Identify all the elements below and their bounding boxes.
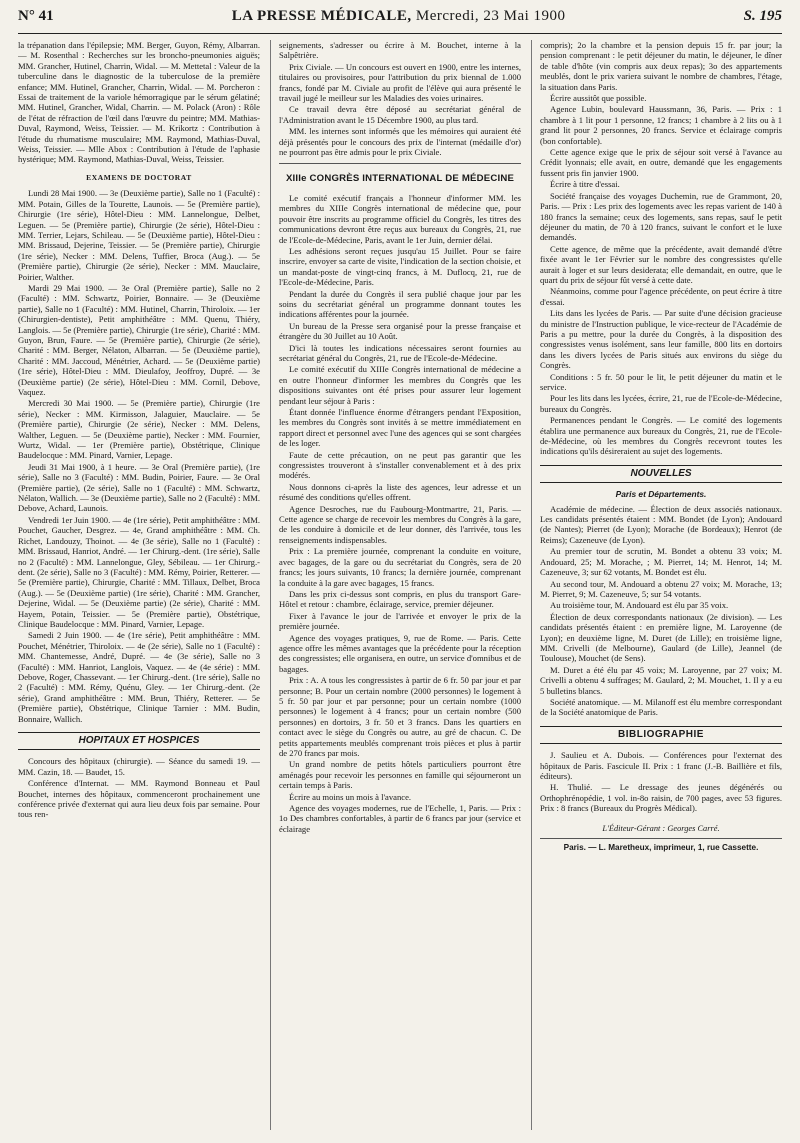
paragraph: Faute de cette précaution, on ne peut pas garantir que les congressistes trouveront à s'installer convenablement et à des prix modérés. — [279, 449, 521, 481]
column-2 — [270, 40, 521, 1130]
paragraph: Écrire au moins un mois à l'avance. — [289, 791, 412, 802]
paragraph: la trépanation dans l'épilepsie; MM. Berger, Guyon, Rémy, Albarran. — M. Rosenthal : Recherches sur les broncho-pneumonies aiguës; MM. Grancher, Hutinel, Charrin, Widal. — M. Mettetal : Valeur de la tuberculine dans le diagnostic de la tuberculose de la première enfance; MM. Hutinel, Grancher, Charrin, Widal. — M. Porcheron : Essai de traitement de la variole hémorragique par le sérum gélatiné; MM. Hutinel, Grancher, Widal, Charrin. — M. Polack (Aron) : Rôle de l'état de réfraction de l'œil dans l'œuvre du peintre; MM. Mathias-Duval, Raymond, Weiss, Teissier. — M. Krikortz : Contribution à l'étude du rhumatisme musculaire; MM. Raymond, Mathias-Duval, Weiss, Teissier. — Mlle Abox : Contribution à l'étude de l'aphasie hystérique; MM. Raymond, Mathias-Duval, Weiss, Teissier. — [18, 40, 260, 165]
paragraph: Au troisième tour, M. Andouard est élu par 35 voix. — [550, 600, 729, 611]
column-1 — [18, 40, 260, 1130]
paragraph: M. Duret a été élu par 45 voix; M. Laroyenne, par 27 voix; M. Crivelli a obtenu 4 suffrages; M. Gaulard, 2; M. Mouchet, 1. Il y a eu 5 bulletins blancs. — [540, 664, 782, 696]
issue-number: N° 41 — [18, 8, 54, 24]
section-title-hopitaux: HOPITAUX ET HOSPICES — [18, 732, 260, 750]
paragraph: Élection de deux correspondants nationaux (2e division). — Les candidats présentés étaient : en première ligne, M. Laroyenne (de Lyon); en deuxième ligne, M. Duret (de Lille); en troisième ligne, MM. Crivelli (de Melbourne), Gaulard (de Lille), Jeannel (de Toulouse), Mouchet (de Sens). — [540, 611, 782, 664]
paragraph: Nous donnons ci-après la liste des agences, leur adresse et un résumé des conditions qu'elles offrent. — [279, 481, 521, 503]
paragraph: seignements, s'adresser ou écrire à M. Bouchet, interne à la Salpêtrière. — [279, 40, 521, 61]
paragraph: Au second tour, M. Andouard a obtenu 27 voix; M. Morache, 13; M. Pierret, 9; M. Cazeneuve, 5; sur 54 votants. — [540, 578, 782, 599]
paragraph: Ce travail devra être déposé au secrétariat général de l'Administration avant le 15 Décembre 1900, au plus tard. — [279, 104, 521, 125]
paragraph: Agence des voyages pratiques, 9, rue de Rome. — Paris. Cette agence offre les mêmes avantages que la précédente pour la réception des congressistes; elle organisera, en outre, un service d'omnibus et de bagages. — [279, 632, 521, 674]
paragraph: Dans les prix ci-dessus sont compris, en plus du transport Gare-Hôtel et retour : chambre, éclairage, service, premier déjeuner. — [279, 588, 521, 610]
paragraph: Au premier tour de scrutin, M. Bondet a obtenu 33 voix; M. Andouard, 25; M. Morache, ; M. Pierret, 14; M. Henrot, 14; M. Cazeneuve, 3; sur 62 votants, M. Bondet est élu. — [540, 546, 782, 578]
section-title-bibliographie: BIBLIOGRAPHIE — [540, 726, 782, 744]
section-heading-examens: EXAMENS DE DOCTORAT — [86, 172, 192, 182]
paragraph: Un bureau de la Presse sera organisé pour la presse française et étrangère du 30 Juillet au 10 Août. — [279, 320, 521, 342]
paragraph: Cette agence, de même que la précédente, avait demandé d'être fixée avant le 1er Février sur le nombre des congressistes qu'elle aurait à loger et sur leurs desiderata; elle demandait, en outre, que le quart du prix de séjour fût versé à cette date. — [540, 243, 782, 285]
paragraph: Agence Lubin, boulevard Haussmann, 36, Paris. — Prix : 1 chambre à 1 lit pour 1 personne, 12 francs; 1 chambre à 2 lits ou à 1 grand lit pour 2 personnes, 20 francs. Service et éclairage compris (bon confortable). — [540, 104, 782, 146]
paragraph: Académie de médecine. — Élection de deux associés nationaux. Les candidats présentés étaient : MM. Bondet (de Lyon); Andouard (de Nantes); Pierret (de Lyon); Morache (de Bordeaux); Henrot (de Reims); Cazeneuve (de Lyon). — [540, 503, 782, 545]
paragraph: compris); 2o la chambre et la pension depuis 15 fr. par jour; la pension comprenant : le petit déjeuner du matin, le déjeuner, le dîner de table d'hôte (vin compris aux deux repas); 3o des appartements meublés, dont le prix variera suivant le nombre de chambres, l'étage, la situation dans Paris. — [540, 40, 782, 92]
paragraph: Fixer à l'avance le jour de l'arrivée et envoyer le prix de la première journée. — [279, 610, 521, 632]
paragraph: Lits dans les lycées de Paris. — Par suite d'une décision gracieuse du ministre de l'Instruction publique, le vice-recteur de l'Académie de Paris a pu mettre, pour la durée du Congrès, à la disposition des congressistes venus isolément, sans leur famille, 800 lits en dortoirs dans les divers lycées de Paris situés aux environs du siège du Congrès. — [540, 308, 782, 371]
exam-paragraph: Jeudi 31 Mai 1900, à 1 heure. — 3e Oral (Première partie), (1re série), Salle no 3 (Faculté) : MM. Budin, Poirier, Faure. — 3e Oral (Première partie), (2e série), Salle no 1 (Faculté) : MM. Schwartz, Nélaton, Wallich. — 3e (Deuxième partie), Salle no 2 (Faculté) : MM. Debove, Achard, Launois. — [18, 461, 260, 514]
paragraph: Un grand nombre de petits hôtels particuliers pourront être aménagés pour recevoir les personnes en famille qui séjourneront un certain temps à Paris. — [279, 759, 521, 791]
exam-paragraph: Mercredi 30 Mai 1900. — 5e (Première partie), Chirurgie (1re série), Necker : MM. Kirmisson, Jalaguier, Mauclaire. — 5e (Première partie), Chirurgie (2e série), Necker : MM. Delens, Walther, Leguen. — 5e (Deuxième partie), Necker : MM. Fournier, Wurtz, Widal. — 1er (Première partie), Obstétrique, Clinique Baudelocque : MM. Pinard, Varnier, Lepage. — [18, 398, 260, 461]
paragraph: Société française des voyages Duchemin, rue de Grammont, 20, Paris. — Prix : Les prix des logements avec les repas varient de 140 à 180 francs la semaine; ceux des logements, sans repas, sauf le petit déjeuner du matin, de 70 à 120 francs, suivant le confort et le luxe demandés. — [540, 190, 782, 243]
paragraph: Écrire aussitôt que possible. — [550, 93, 647, 104]
paragraph: Conférence d'Internat. — MM. Raymond Bonneau et Paul Bouchet, internes des hôpitaux, commenceront prochainement une conférence privée d'externat qui aura lieu deux fois par semaine. Pour tous ren- — [18, 778, 260, 820]
paragraph: Le comité exécutif français a l'honneur d'informer MM. les membres du XIIIe Congrès international de médecine que, pour pouvoir être inscrits au programme officiel du Congrès, les titres des communications devront être reçus aux bureaux du Congrès, 21, rue de l'Ecole-de-Médecine, Paris, avant le 1er Juin, dernier délai. — [279, 192, 521, 245]
exam-paragraph: Mardi 29 Mai 1900. — 3e Oral (Première partie), Salle no 2 (Faculté) : MM. Schwartz, Poirier, Bonnaire. — 3e (Deuxième partie), Salle no 1 (Faculté) : MM. Hutinel, Charrin, Thiroloix. — 1er (Chirurgien-dentiste), Petit amphithéâtre : MM. Quenu, Thiéry, Langlois. — 5e (Première partie), Chirurgie (1re série), Charité : MM. Guyon, Brun, Faure. — 5e (Première partie), Chirurgie (2e série), Charité : MM. Berger, Nélaton, Albarran. — 5e (Deuxième partie), Charité : MM. Jaccoud, Ménétrier, Achard. — 5e (Deuxième partie) (1re série), Hôtel-Dieu : MM. Dieulafoy, Jeoffroy, Dupré. — 3e (Deuxième partie) (2e série), Hôtel-Dieu : MM. Cornil, Debove, Vaquez. — [18, 282, 260, 397]
paragraph: Pour les lits dans les lycées, écrire, 21, rue de l'Ecole-de-Médecine, bureaux du Congrès. — [540, 393, 782, 414]
page-number: S. 195 — [743, 8, 782, 24]
paragraph: MM. les internes sont informés que les mémoires qui auraient été déjà présentés pour le concours des prix de l'internat (médaille d'or) ne pourront pas être admis pour le prix Civiale. — [279, 126, 521, 158]
divider — [279, 163, 521, 164]
paragraph: Étant donnée l'influence énorme d'étrangers pendant l'Exposition, les membres du Congrès sont invités à se mettre immédiatement en rapport direct et personnel avec l'une des agences qui se sont chargées de les loger. — [279, 407, 521, 449]
exam-paragraph: Lundi 28 Mai 1900. — 3e (Deuxième partie), Salle no 1 (Faculté) : MM. Potain, Gilles de la Tourette, Launois. — 5e (Première partie), Chirurgie (1re série), Hôtel-Dieu : MM. Lannelongue, Delbet, Leguen. — 5e (Première partie), Chirurgie (2e série), Hôtel-Dieu : MM. Terrier, Lejars, Schileau. — 5e (Deuxième partie), Hôtel-Dieu : MM. Brissaud, Dejerine, Teissier. — 5e (Première partie), Chirurgie (1re série), Necker : MM. Delens, Tuffier, Broca (Aug.). — 5e (Première partie), Chirurgie (2e série), Necker : MM. Mauclaire, Poirier, Walther. — [18, 188, 260, 282]
column-3 — [531, 40, 782, 1130]
exam-paragraph: Vendredi 1er Juin 1900. — 4e (1re série), Petit amphithéâtre : MM. Pouchet, Gaucher, Desgrez. — 4e, Grand amphithéâtre : MM. Ch. Richet, Landouzy, Thoinot. — 4e (3e série), Salle no 1 (Faculté) : MM. Brissaud, Hanriot, André. — 1er Chirurg.-dent. (1re série), Salle no 2 (Faculté) : MM. Lannelongue, Gley, Sébileau. — 1er Chirurg.-dent. (2e série), Salle no 3 (Faculté) : MM. Rémy, Poirier, Retterer. — 5e (Première partie), Chirurgie, Charité : MM. Tillaux, Delbet, Broca (Aug.). — 5e (Deuxième partie) (1re série), Charité : MM. Grancher, Dejerine, Widal. — 5e (Deuxième partie) (2e série), Charité : MM. Hayem, Potain, Teissier. — 5e (Première partie), Obstétrique, Clinique Baudelocque : MM. Pinard, Varnier, Lepage. — [18, 514, 260, 629]
paragraph: Prix Civiale. — Un concours est ouvert en 1900, entre les internes, titulaires ou provisoires, pour l'attribution du prix biennal de 1.000 francs, fondé par M. Civiale au profit de l'élève qui aura présenté le travail jugé le meilleur sur les Maladies des voies urinaires. — [279, 61, 521, 104]
paragraph: Le comité exécutif du XIIIe Congrès international de médecine a en outre l'honneur d'informer les membres du Congrès que les dispositions suivantes ont été prises pour assurer leur logement pendant leur séjour à Paris : — [279, 364, 521, 406]
exam-paragraph: Samedi 2 Juin 1900. — 4e (1re série), Petit amphithéâtre : MM. Pouchet, Ménétrier, Thiroloix. — 4e (2e série), Salle no 1 (Faculté) : MM. Chantemesse, André, Dupré. — 4e (3e série), Salle no 3 (Faculté) : MM. Hanriot, Langlois, Vaquez. — 4e (4e série) : MM. Debove, Roger, Chassevant. — 1er Chirurg.-dent. (1re série), Salle no 2 (Faculté) : MM. Rémy, Quénu, Gley. — 1er Chirurg.-dent. (2e série), Grand amphithéâtre : MM. Brun, Thiéry, Retterer. — 5e (Première partie), Obstétrique, Clinique Tarnier : MM. Budin, Bonnaire, Wallich. — [18, 630, 260, 724]
paragraph: Agence des voyages modernes, rue de l'Echelle, 1, Paris. — Prix : 1o Des chambres confortables, à partir de 6 francs par jour (service et éclairage — [279, 803, 521, 834]
editor-line: L'Éditeur-Gérant : Georges Carré. — [602, 823, 720, 833]
columns — [18, 40, 782, 1130]
printer-line: Paris. — L. Maretheux, imprimeur, 1, rue Cassette. — [540, 838, 782, 853]
subheading-paris: Paris et Départements. — [615, 489, 707, 500]
section-title-nouvelles: NOUVELLES — [540, 465, 782, 483]
paragraph: Société anatomique. — M. Milanoff est élu membre correspondant de la Société anatomique de Paris. — [540, 696, 782, 718]
journal-name: LA PRESSE MÉDICALE, — [231, 8, 412, 24]
issue-date: Mercredi, 23 Mai 1900 — [411, 8, 566, 24]
masthead — [18, 8, 782, 34]
paragraph: Cette agence exige que le prix de séjour soit versé à l'avance au Crédit lyonnais; elle avait, en outre, demandé que les engagements fussent pris fin janvier 1900. — [540, 147, 782, 178]
paragraph: Prix : La première journée, comprenant la conduite en voiture, avec bagages, de la gare ou du secrétariat du Congrès, sera de 20 francs; les jours suivants, 10 francs; la dernière journée, comprenant la conduite à la gare avec bagages, 15 francs. — [279, 546, 521, 588]
paragraph: H. Thulié. — Le dressage des jeunes dégénérés ou Orthophrénopédie, 1 vol. in-8o raisin, de 700 pages, avec 53 figures. Prix : 8 francs (Bureaux du Progrès Médical). — [540, 782, 782, 814]
paragraph: D'ici là toutes les indications nécessaires seront fournies au secrétariat général du Congrès, 21, rue de l'Ecole-de-Médecine. — [279, 342, 521, 363]
paragraph: Néanmoins, comme pour l'agence précédente, on peut écrire à titre d'essai. — [540, 286, 782, 307]
paragraph: Prix : A. A tous les congressistes à partir de 6 fr. 50 par jour et par personne; B. Pour un certain nombre (2000 personnes) le logement à 5 fr. 50 par jour et par personne; pour un certain nombre (1000 personnes) le logement à 4 francs; pour un certain nombre (500 personnes) en dortoirs, 3 fr. 50 et 3 francs. Dans les quartiers en contact avec le siège du Congrès ou autre, au gré de chacun. C. De petits appartements meublés comprenant trois pièces et plus à partir de 270 francs par mois. — [279, 675, 521, 758]
paragraph: J. Saulieu et A. Dubois. — Conférences pour l'externat des hôpitaux de Paris. Fascicule II. Prix : 1 franc (J.-B. Baillière et fils, éditeurs). — [540, 750, 782, 781]
paragraph: Agence Desroches, rue du Faubourg-Montmartre, 21, Paris. — Cette agence se charge de recevoir les membres du Congrès à la gare, de les conduire à domicile et de leur donner, dès l'arrivée, tous les renseignements indispensables. — [279, 503, 521, 545]
section-title-congres: XIIIe CONGRÈS INTERNATIONAL DE MÉDECINE — [285, 173, 515, 185]
paragraph: Permanences pendant le Congrès. — Le comité des logements établira une permanence aux bureaux du Congrès, 21, rue de l'Ecole-de-Médecine, où les membres du Congrès recevront toutes les indications qu'ils désireraient au sujet des logements. — [540, 415, 782, 457]
paragraph: Pendant la durée du Congrès il sera publié chaque jour par les soins du secrétariat général un programme donnant toutes les indications afférentes pour la journée. — [279, 288, 521, 320]
paragraph: Conditions : 5 fr. 50 pour le lit, le petit déjeuner du matin et le service. — [540, 371, 782, 392]
journal-title — [232, 8, 566, 25]
paragraph: Les adhésions seront reçues jusqu'au 15 Juillet. Pour se faire inscrire, envoyer sa carte de visite, l'indication de la section choisie, et un mandat-poste de vingt-cinq francs, à M. Duflocq, 21, rue de l'Ecole-de-Médecine, Paris. — [279, 245, 521, 288]
paragraph: Écrire à titre d'essai. — [550, 179, 620, 190]
paragraph: Concours des hôpitaux (chirurgie). — Séance du samedi 19. — MM. Cazin, 18. — Baudet, 15. — [18, 756, 260, 777]
